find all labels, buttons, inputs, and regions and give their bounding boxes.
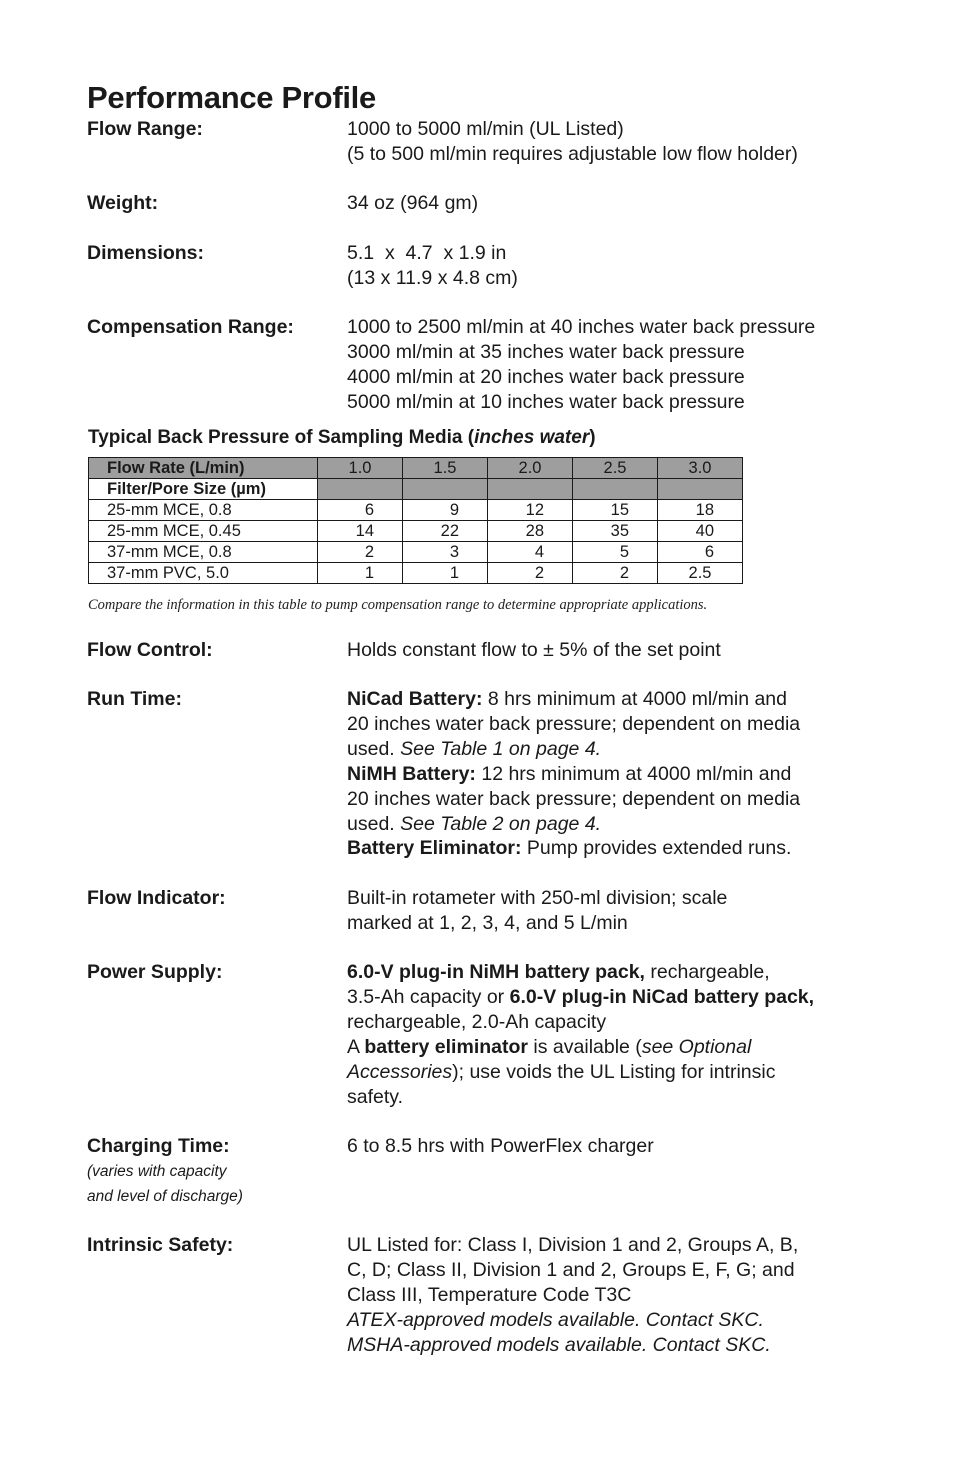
optional-ref: see Optional: [641, 1035, 752, 1058]
spec-line: rechargeable, 2.0-Ah capacity: [347, 1010, 607, 1033]
eliminator-prefix: A: [347, 1035, 365, 1058]
empty-cell: [658, 479, 743, 500]
value-cell: 9: [403, 500, 488, 521]
flow-rate-cell: 3.0: [658, 458, 743, 479]
charging-label: Charging Time:: [87, 1135, 230, 1157]
value-cell: 28: [488, 521, 573, 542]
media-cell: 25-mm MCE, 0.45: [89, 521, 318, 542]
flow-rate-cell: 1.0: [318, 458, 403, 479]
spec-label: Flow Indicator:: [87, 887, 226, 909]
value-cell: 5: [573, 542, 658, 563]
spec-line: C, D; Class II, Division 1 and 2, Groups E, F, G; and: [347, 1258, 795, 1281]
spec-line: 20 inches water back pressure; dependent on media: [347, 787, 801, 810]
table-title-unit: inches water: [474, 427, 590, 448]
spec-value: [347, 241, 877, 291]
eliminator-bold: battery eliminator: [364, 1035, 528, 1058]
nicad-text: 8 hrs minimum at 4000 ml/min and: [482, 688, 787, 710]
value-cell: 2: [573, 563, 658, 584]
spec-line: marked at 1, 2, 3, 4, and 5 L/min: [347, 911, 628, 934]
spec-label: Flow Control:: [87, 639, 213, 661]
spec-line: (5 to 500 ml/min requires adjustable low flow holder): [347, 142, 798, 165]
media-cell: 37-mm PVC, 5.0: [89, 563, 318, 584]
spec-line: [347, 960, 877, 985]
value-cell: 4: [488, 542, 573, 563]
value-cell: 6: [318, 500, 403, 521]
table-title-suffix: ): [589, 427, 596, 448]
spec-line: [347, 737, 877, 762]
nimh-used: used.: [347, 812, 401, 835]
spec-label: [87, 1134, 342, 1209]
spec-value: [347, 687, 877, 861]
spec-line: 6 to 8.5 hrs with PowerFlex charger: [347, 1135, 654, 1157]
eliminator-text: Pump provides extended runs.: [521, 837, 792, 860]
header-cell: Filter/Pore Size (µm): [89, 479, 318, 500]
value-cell: 40: [658, 521, 743, 542]
value-cell: 18: [658, 500, 743, 521]
spec-line: [347, 985, 877, 1010]
empty-cell: [318, 479, 403, 500]
spec-line: [347, 1060, 877, 1085]
value-cell: 2.5: [658, 563, 743, 584]
spec-line: 3000 ml/min at 35 inches water back pressure: [347, 340, 745, 363]
media-cell: 37-mm MCE, 0.8: [89, 542, 318, 563]
spec-line: [347, 1035, 877, 1060]
spec-line: [347, 687, 877, 712]
charging-note: and level of discharge): [87, 1188, 243, 1205]
table-title: [88, 427, 596, 449]
spec-value: [347, 960, 877, 1109]
nimh-text: 12 hrs minimum at 4000 ml/min and: [475, 762, 792, 785]
table-title-prefix: Typical Back Pressure of Sampling Media (: [88, 427, 475, 448]
eliminator-available: is available (: [528, 1035, 642, 1058]
nicad-pack: 6.0-V plug-in NiCad battery pack,: [509, 985, 815, 1008]
spec-value: [347, 1134, 877, 1159]
spec-line: 5.1 x 4.7 x 1.9 in: [347, 242, 507, 264]
spec-value: [347, 638, 877, 663]
spec-line: MSHA-approved models available. Contact SKC.: [347, 1333, 771, 1356]
spec-value: [347, 1233, 877, 1358]
nicad-table-ref: See Table 1 on page 4.: [400, 737, 602, 760]
empty-cell: [488, 479, 573, 500]
spec-value: [347, 886, 877, 936]
spec-label: Dimensions:: [87, 242, 205, 264]
spec-line: [347, 836, 877, 861]
spec-label: Intrinsic Safety:: [87, 1234, 234, 1256]
nicad-used: used.: [347, 737, 401, 760]
nimh-pack: 6.0-V plug-in NiMH battery pack,: [347, 961, 645, 983]
value-cell: 1: [318, 563, 403, 584]
page-title: Performance Profile: [87, 80, 376, 115]
value-cell: 15: [573, 500, 658, 521]
table-row: [89, 500, 743, 521]
value-cell: 3: [403, 542, 488, 563]
back-pressure-table: [88, 457, 743, 584]
spec-line: ATEX-approved models available. Contact SKC.: [347, 1308, 764, 1331]
header-cell: Flow Rate (L/min): [89, 458, 318, 479]
spec-label: Flow Range:: [87, 118, 203, 140]
spec-value: [347, 117, 877, 167]
spec-label: Run Time:: [87, 688, 182, 710]
table-caption: Compare the information in this table to pump compensation range to determine appropriate applications.: [88, 597, 708, 613]
value-cell: 35: [573, 521, 658, 542]
nicad-label: NiCad Battery:: [347, 688, 483, 710]
table-row: [89, 563, 743, 584]
empty-cell: [573, 479, 658, 500]
spec-line: 34 oz (964 gm): [347, 192, 479, 214]
spec-line: 4000 ml/min at 20 inches water back pressure: [347, 365, 745, 388]
spec-line: Built-in rotameter with 250-ml division; scale: [347, 887, 728, 909]
flow-rate-cell: 1.5: [403, 458, 488, 479]
flow-rate-cell: 2.0: [488, 458, 573, 479]
spec-line: 5000 ml/min at 10 inches water back pressure: [347, 390, 745, 413]
accessories-ref: Accessories: [347, 1060, 453, 1083]
spec-value: [347, 191, 877, 216]
flow-rate-cell: 2.5: [573, 458, 658, 479]
spec-label: Power Supply:: [87, 961, 223, 983]
spec-line: 20 inches water back pressure; dependent on media: [347, 712, 801, 735]
spec-line: Class III, Temperature Code T3C: [347, 1283, 632, 1306]
ul-void-text: ); use voids the UL Listing for intrinsic: [452, 1060, 776, 1083]
eliminator-label: Battery Eliminator:: [347, 837, 522, 860]
spec-line: [347, 762, 877, 787]
value-cell: 22: [403, 521, 488, 542]
table-subheader-row: [89, 479, 743, 500]
table-header-row: [89, 458, 743, 479]
value-cell: 6: [658, 542, 743, 563]
nimh-pack-text: rechargeable,: [644, 961, 770, 983]
empty-cell: [403, 479, 488, 500]
value-cell: 2: [488, 563, 573, 584]
charging-note: (varies with capacity: [87, 1163, 227, 1180]
spec-value: [347, 315, 877, 415]
value-cell: 2: [318, 542, 403, 563]
spec-label: Compensation Range:: [87, 316, 294, 338]
spec-line: [347, 812, 877, 837]
value-cell: 14: [318, 521, 403, 542]
table-row: [89, 521, 743, 542]
spec-line: safety.: [347, 1085, 403, 1108]
table-row: [89, 542, 743, 563]
capacity-text: 3.5-Ah capacity or: [347, 985, 510, 1008]
spec-line: UL Listed for: Class I, Division 1 and 2, Groups A, B,: [347, 1234, 799, 1256]
value-cell: 1: [403, 563, 488, 584]
spec-line: (13 x 11.9 x 4.8 cm): [347, 266, 518, 289]
value-cell: 12: [488, 500, 573, 521]
spec-line: 1000 to 5000 ml/min (UL Listed): [347, 118, 624, 140]
spec-line: Holds constant flow to ± 5% of the set point: [347, 639, 721, 661]
nimh-label: NiMH Battery:: [347, 762, 476, 785]
media-cell: 25-mm MCE, 0.8: [89, 500, 318, 521]
spec-label: Weight:: [87, 192, 159, 214]
spec-line: 1000 to 2500 ml/min at 40 inches water back pressure: [347, 316, 816, 338]
nimh-table-ref: See Table 2 on page 4.: [400, 812, 602, 835]
